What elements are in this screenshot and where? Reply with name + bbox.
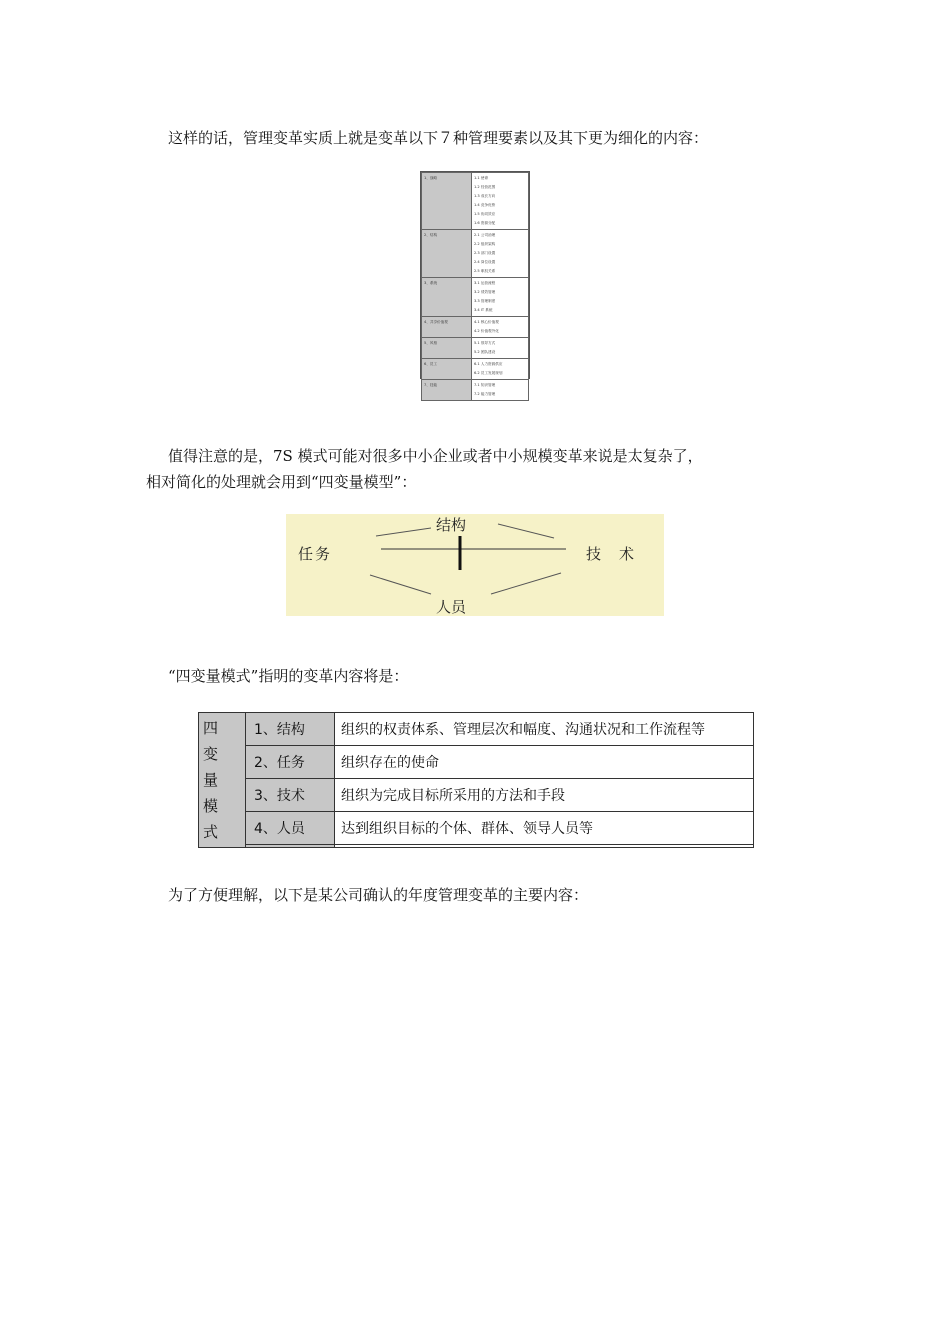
seven-s-item: 2.3 部门设置 — [474, 251, 496, 255]
padding-cell — [246, 844, 335, 847]
seven-s-table-image — [420, 171, 530, 396]
variable-cell: 2、任务 — [246, 745, 335, 778]
seven-s-item: 2.1 公司治理 — [474, 233, 496, 237]
table-row — [199, 778, 754, 811]
seven-s-row — [422, 359, 529, 380]
table-row — [199, 745, 754, 778]
seven-s-row — [422, 317, 529, 338]
description-cell: 达到组织目标的个体、群体、领导人员等 — [335, 811, 754, 844]
seven-s-item: 2.4 岗位设置 — [474, 260, 496, 264]
seven-s-category-label: 4、共享价值观 — [424, 320, 448, 324]
note-paragraph-line2: 相对简化的处理就会用到“四变量模型”： — [146, 473, 417, 491]
seven-s-item: 5.1 领导方式 — [474, 341, 496, 345]
line-bottom-right — [491, 573, 561, 594]
seven-s-item: 2.2 组织架构 — [474, 242, 496, 246]
table-row — [199, 713, 754, 746]
line-left-top — [376, 528, 431, 536]
seven-s-category-label: 1、战略 — [424, 176, 438, 180]
seven-s-category-cell — [422, 230, 472, 278]
seven-s-item: 1.4 竞争优势 — [474, 203, 496, 207]
seven-s-category-label: 5、风格 — [424, 341, 438, 345]
variable-cell: 1、结构 — [246, 713, 335, 746]
seven-s-item: 6.1 人力资源供应 — [474, 362, 503, 366]
seven-s-category-cell — [422, 380, 472, 401]
seven-s-item: 1.2 经营范围 — [474, 185, 496, 189]
seven-s-items-cell — [472, 317, 529, 338]
company-example-intro: 为了方便理解，以下是某公司确认的年度管理变革的主要内容： — [168, 886, 589, 904]
seven-s-item: 4.2 价值观外化 — [474, 329, 499, 333]
seven-s-item: 1.6 资源分配 — [474, 221, 496, 225]
intro-paragraph: 这样的话，管理变革实质上就是变革以下７种管理要素以及其下更为细化的内容： — [168, 129, 709, 147]
seven-s-item: 1.1 使命 — [474, 176, 489, 180]
four-variable-diagram — [286, 514, 664, 616]
seven-s-row — [422, 173, 529, 230]
line-left-bottom — [370, 575, 431, 594]
seven-s-item: 7.1 知识管理 — [474, 383, 496, 387]
note-paragraph-line1: 值得注意的是，7S 模式可能对很多中小企业或者中小规模变革来说是太复杂了， — [168, 447, 703, 465]
description-cell: 组织为完成目标所采用的方法和手段 — [335, 778, 754, 811]
seven-s-item: 3.1 运营流程 — [474, 281, 496, 285]
seven-s-row — [422, 338, 529, 359]
seven-s-item: 7.2 能力管理 — [474, 392, 496, 396]
diagram-label-structure: 结构 — [436, 516, 467, 534]
seven-s-row — [422, 230, 529, 278]
seven-s-category-cell — [422, 173, 472, 230]
seven-s-item: 4.1 核心价值观 — [474, 320, 499, 324]
diagram-lines — [286, 514, 664, 616]
seven-s-category-label: 2、结构 — [424, 233, 438, 237]
four-variable-table — [198, 712, 754, 841]
diagram-label-technology: 技术 — [586, 545, 653, 563]
seven-s-category-cell — [422, 338, 472, 359]
table-row — [199, 811, 754, 844]
description-cell: 组织的权责体系、管理层次和幅度、沟通状况和工作流程等 — [335, 713, 754, 746]
four-variable-intro: “四变量模式”指明的变革内容将是： — [168, 667, 409, 685]
seven-s-item: 3.2 绩效管理 — [474, 290, 496, 294]
seven-s-items-cell — [472, 380, 529, 401]
seven-s-category-label: 6、员工 — [424, 362, 438, 366]
seven-s-category-label: 3、系统 — [424, 281, 438, 285]
model-label-cell: 四变量模式 — [199, 713, 246, 848]
seven-s-item: 6.2 员工发展规划 — [474, 371, 503, 375]
seven-s-item: 1.3 成长方向 — [474, 194, 496, 198]
seven-s-category-cell — [422, 278, 472, 317]
variable-cell: 3、技术 — [246, 778, 335, 811]
padding-cell — [335, 844, 754, 847]
seven-s-category-cell — [422, 359, 472, 380]
seven-s-item: 5.2 团队建设 — [474, 350, 496, 354]
seven-s-category-cell — [422, 317, 472, 338]
diagram-label-task: 任务 — [298, 545, 333, 563]
diagram-label-people: 人员 — [436, 598, 467, 616]
variable-cell: 4、人员 — [246, 811, 335, 844]
seven-s-items-cell — [472, 173, 529, 230]
seven-s-row — [422, 380, 529, 401]
seven-s-item: 3.4 IT 系统 — [474, 308, 493, 312]
seven-s-items-cell — [472, 338, 529, 359]
seven-s-item: 1.5 协同效应 — [474, 212, 496, 216]
description-cell: 组织存在的使命 — [335, 745, 754, 778]
seven-s-item: 2.5 职权关系 — [474, 269, 496, 273]
seven-s-row — [422, 278, 529, 317]
seven-s-item: 3.3 管理制度 — [474, 299, 496, 303]
table-padding-row — [199, 844, 754, 847]
seven-s-category-label: 7、技能 — [424, 383, 438, 387]
seven-s-items-cell — [472, 359, 529, 380]
seven-s-items-cell — [472, 278, 529, 317]
seven-s-items-cell — [472, 230, 529, 278]
line-top-right — [498, 524, 554, 538]
